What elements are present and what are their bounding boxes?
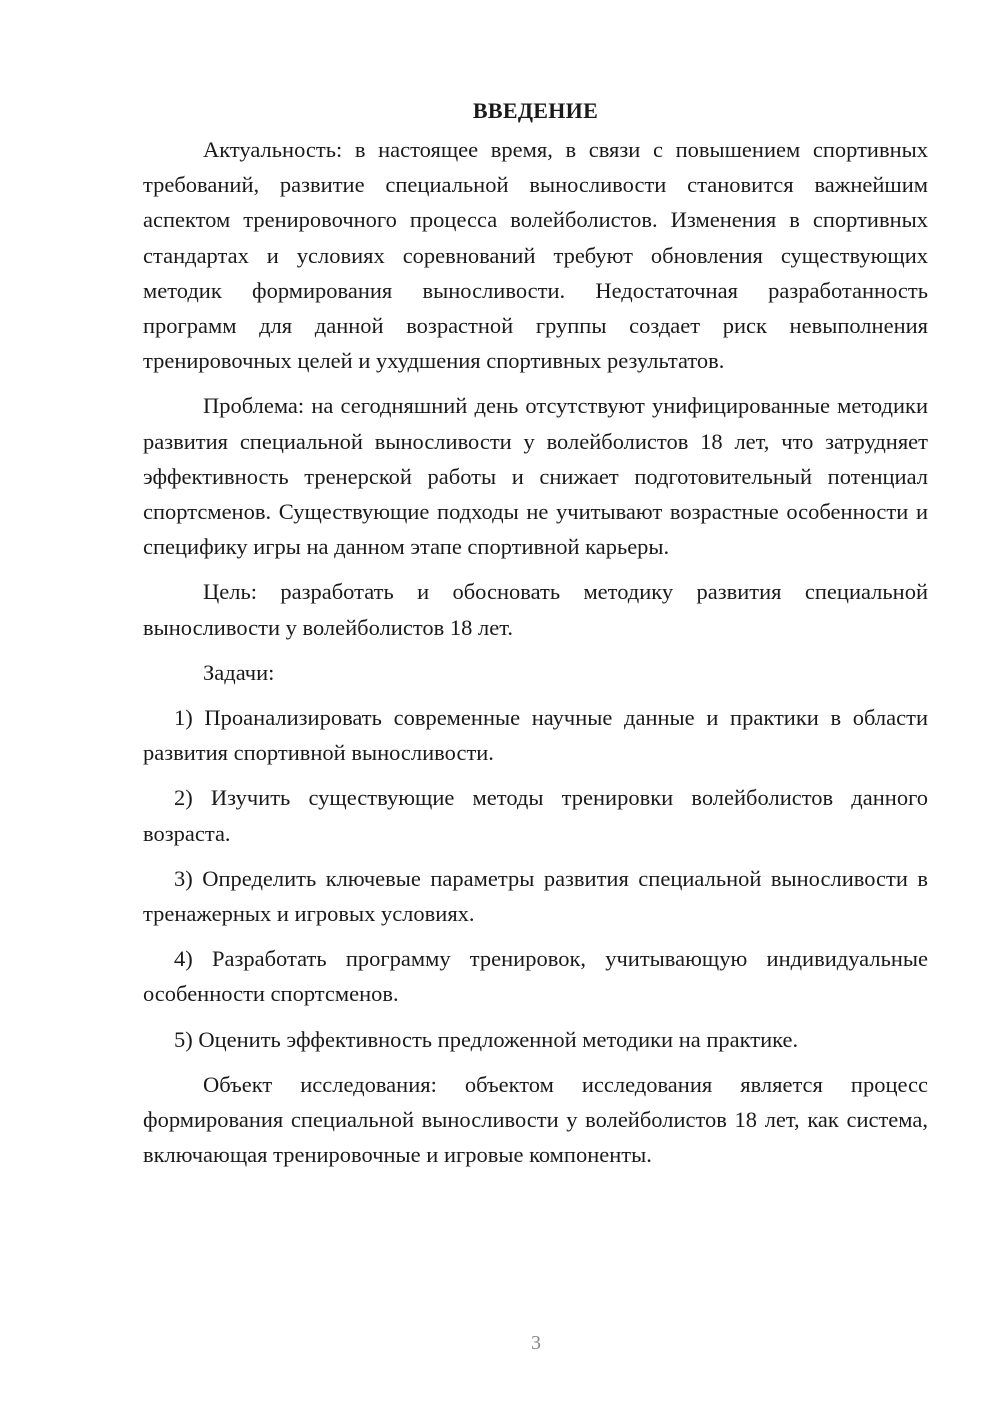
task-item-5: 5) Оценить эффективность предложенной методики на практике. (174, 1026, 799, 1052)
task-item-4: 4) Разработать программу тренировок, учитывающую индивидуальные особенности спортсменов. (143, 946, 928, 1007)
task-item-1: 1) Проанализировать современные научные данные и практики в области развития спортивной выносливости. (143, 705, 928, 766)
paragraph-object: Объект исследования: объектом исследования является процесс формирования специальной выносливости у волейболистов 18 лет, как система, включающая тренировочные и игровые компоненты. (143, 1071, 928, 1168)
task-item-3: 3) Определить ключевые параметры развития специальной выносливости в тренажерных и игровых условиях. (143, 865, 928, 927)
page-number: 3 (531, 1332, 541, 1354)
section-title: ВВЕДЕНИЕ (472, 98, 599, 123)
document-page (143, 96, 928, 1182)
tasks-heading: Задачи: (203, 659, 275, 685)
paragraph-problem: Проблема: на сегодняшний день отсутствуют унифицированные методики развития специальной выносливости у волейболистов 18 лет, что затрудняет эффективность тренерской работы и снижает подготовительный потенциал спортсменов. Существующие подходы не учитывают возрастные особенности и специфику игры на данном этапе спортивной карьеры. (143, 393, 928, 560)
paragraph-relevance: Актуальность: в настоящее время, в связи с повышением спортивных требований, развитие специальной выносливости становится важнейшим аспектом тренировочного процесса волейболистов. Изменения в спортивных стандартах и условиях соревнований требуют обновления существующих методик формирования выносливости. Недостаточная разработанность программ для данной возрастной группы создает риск невыполнения тренировочных целей и ухудшения спортивных результатов. (143, 137, 928, 374)
task-item-2: 2) Изучить существующие методы тренировки волейболистов данного возраста. (143, 785, 928, 846)
paragraph-goal: Цель: разработать и обосновать методику развития специальной выносливости у волейболистов 18 лет. (143, 579, 928, 640)
